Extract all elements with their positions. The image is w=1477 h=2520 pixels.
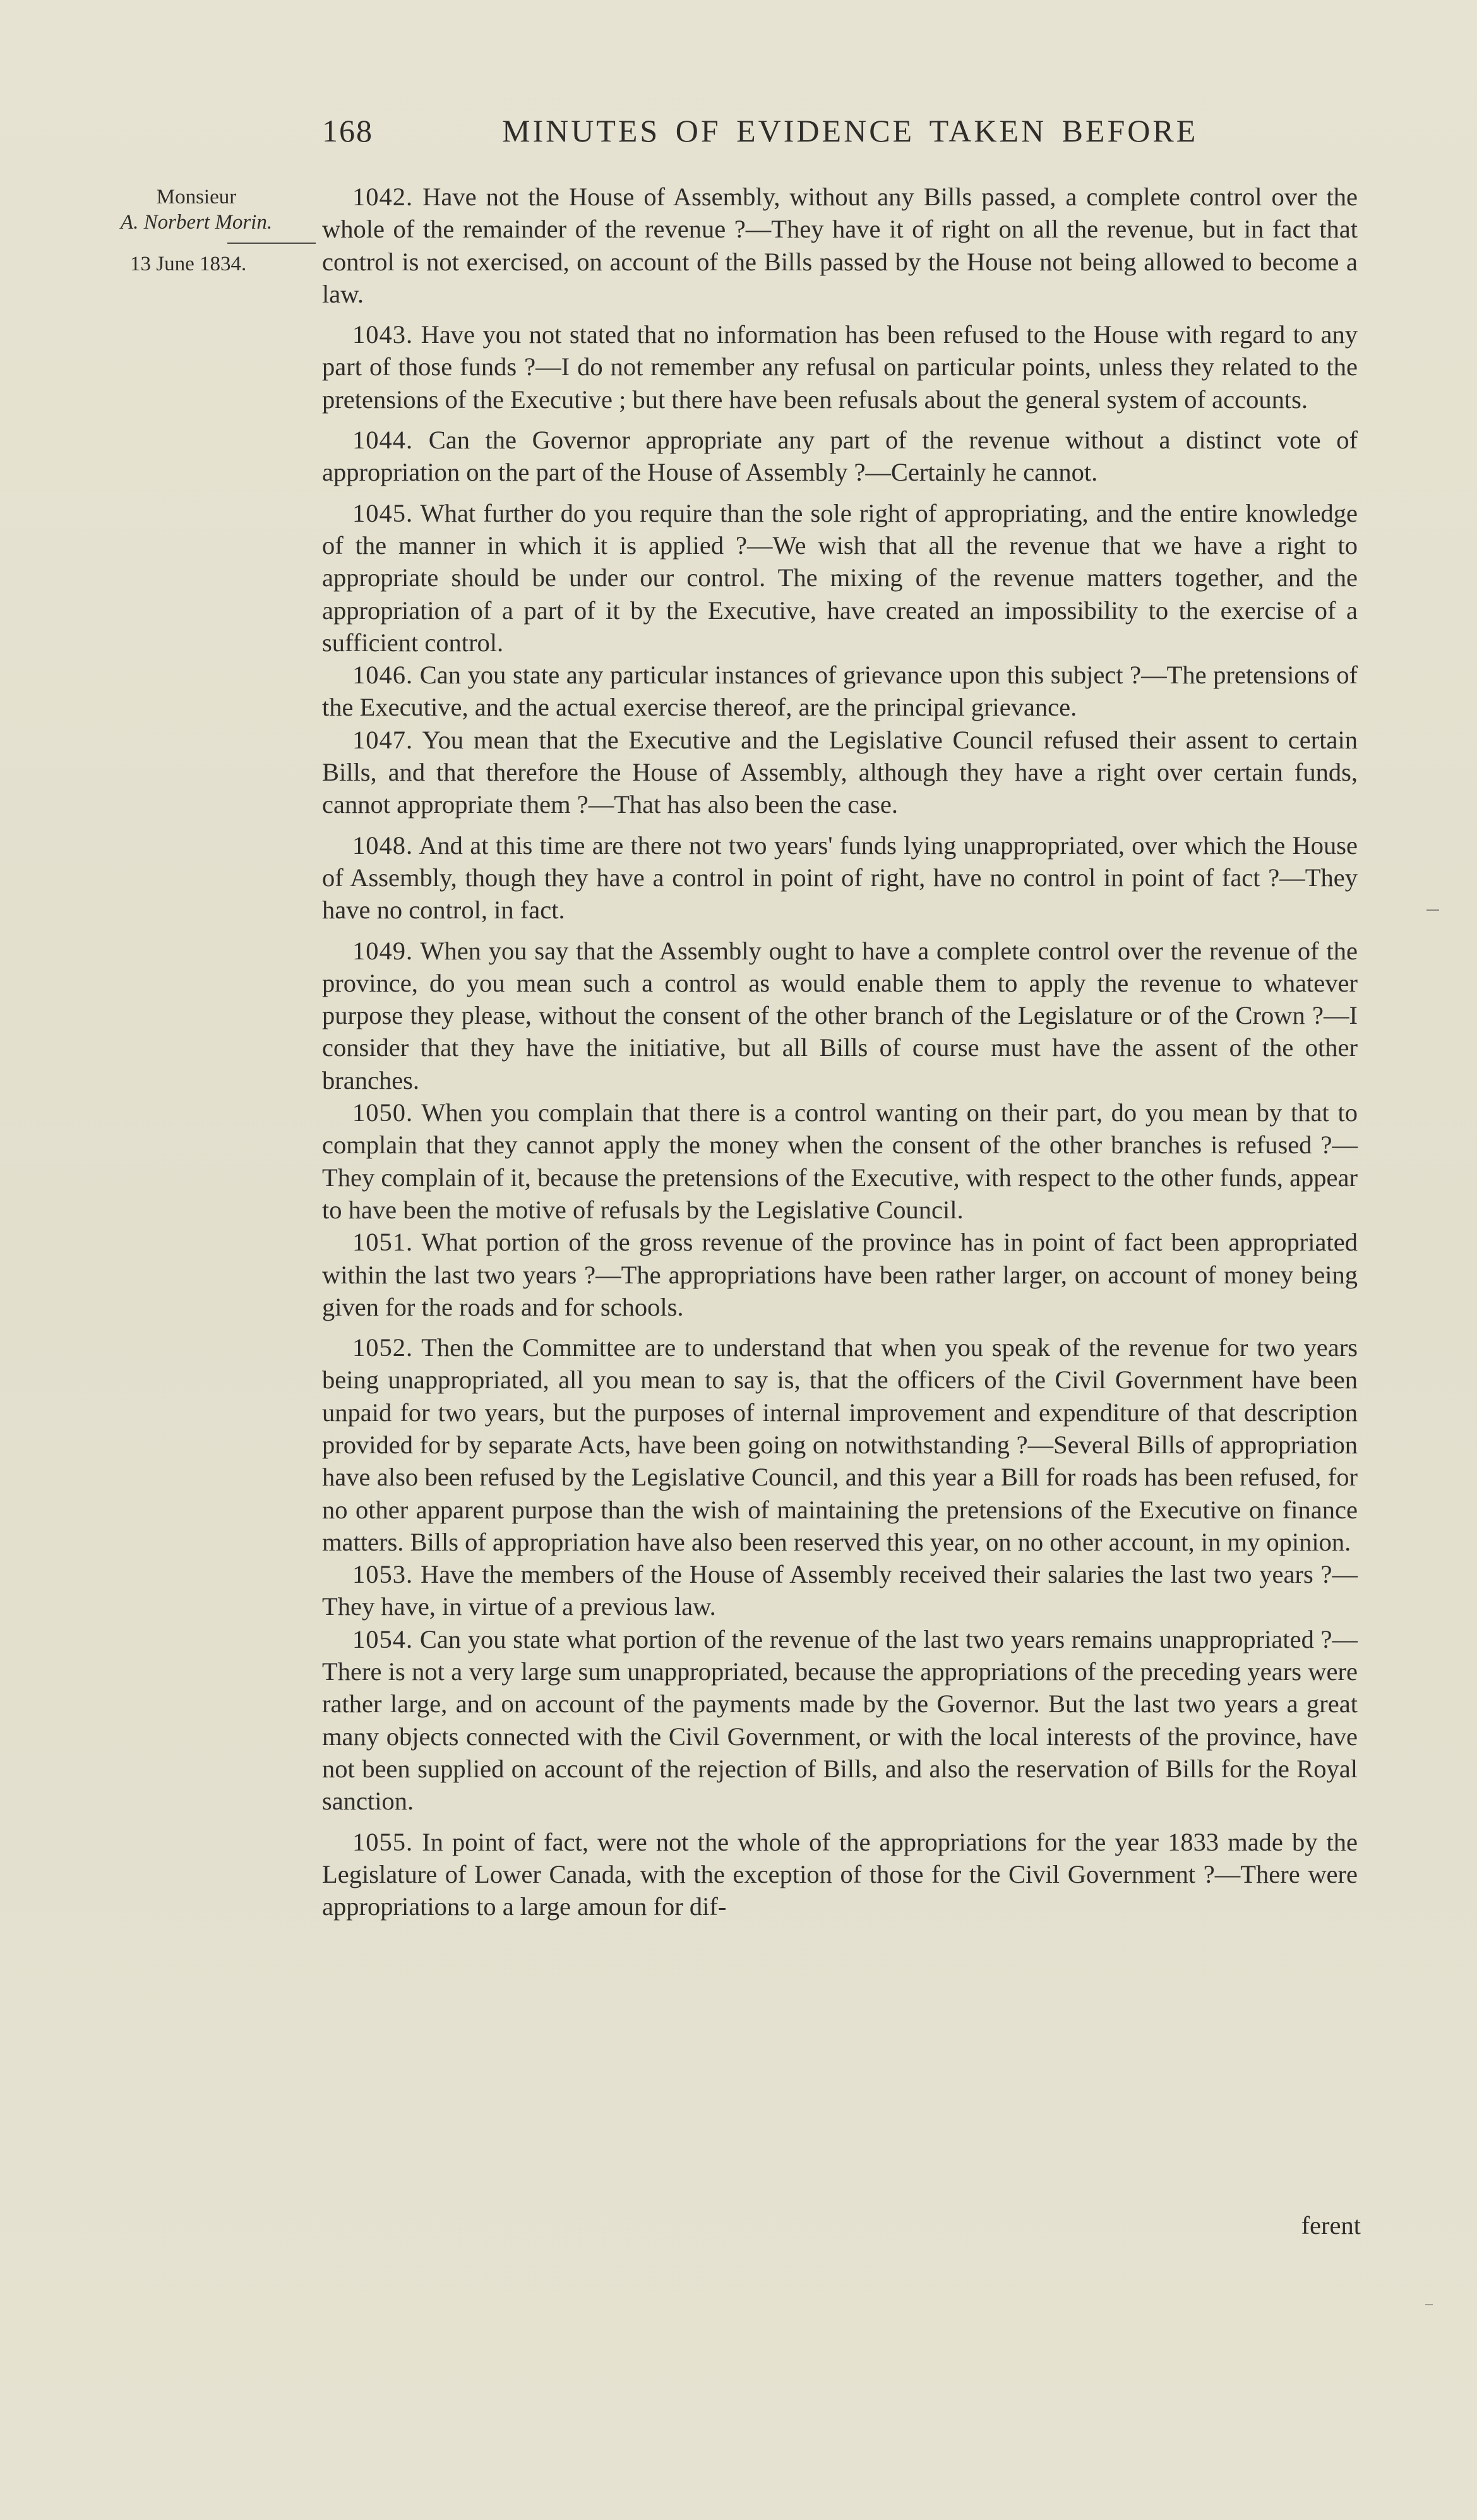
question-1045: 1045. What further do you require than the sole right of appropriating, and the entire knowledge of the manner in which it is applied ?—We wish that all the revenue that we have a right to appropriate should be under our control. The mixing of the revenue matters together, and the appropriation of a part of it by the Executive, have created an impossibility to the exercise of a sufficient control. xyxy=(322,498,1358,657)
question-1054: 1054. Can you state what portion of the revenue of the last two years remains unappropriated ?—There is not a very large sum unappropriated, because the appropriations of the preceding years were rather large, and on account of the payments made by the Governor. But the last two years a great many objects connected with the Civil Government, or with the local interests of the province, have not been supplied on account of the rejection of Bills, and also the reservation of Bills for the Royal sanction. xyxy=(322,1624,1358,1816)
witness-sidenote xyxy=(95,184,298,277)
catchword: ferent xyxy=(1301,2211,1361,2240)
question-1048: 1048. And at this time are there not two years' funds lying unappropriated, over which the House of Assembly, though they have a control in point of right, have no control in point of fact ?—They have no control, in fact. xyxy=(322,831,1358,925)
page-title: MINUTES OF EVIDENCE TAKEN BEFORE xyxy=(502,113,1199,148)
question-1042: 1042. Have not the House of Assembly, without any Bills passed, a complete control over the whole of the remainder of the revenue ?—They have it of right on all the revenue, but in fact that control is not exercised, on account of the Bills passed by the House not being allowed to become a law. xyxy=(322,183,1358,308)
question-1044: 1044. Can the Governor appropriate any part of the revenue without a distinct vote of appropriation on the part of the House of Assembly ?—Certainly he cannot. xyxy=(322,426,1358,487)
margin-mark xyxy=(1425,2304,1433,2305)
question-1046: 1046. Can you state any particular instances of grievance upon this subject ?—The pretensions of the Executive, and the actual exercise thereof, are the principal grievance. xyxy=(322,661,1358,722)
question-1043: 1043. Have you not stated that no information has been refused to the House with regard to any part of those funds ?—I do not remember any refusal on particular points, unless they related to the pretensions of the Executive ; but there have been refusals about the general system of accounts. xyxy=(322,320,1358,414)
sidenote-divider xyxy=(227,243,316,244)
question-1053: 1053. Have the members of the House of Assembly received their salaries the last two years ?—They have, in virtue of a previous law. xyxy=(322,1560,1358,1621)
question-1050: 1050. When you complain that there is a control wanting on their part, do you mean by that to complain that they cannot apply the money when the consent of the other branches is refused ?—They complain of it, because the pretensions of the Executive, with respect to the other funds, appear to have been the motive of refusals by the Legislative Council. xyxy=(322,1098,1358,1224)
page-number: 168 xyxy=(322,113,373,148)
question-1051: 1051. What portion of the gross revenue of the province has in point of fact been appropriated within the last two years ?—The appropriations have been rather larger, on account of money being given for the roads and for schools. xyxy=(322,1228,1358,1321)
testimony-date: 13 June 1834. xyxy=(130,253,247,275)
witness-title: Monsieur xyxy=(156,186,237,208)
question-1047: 1047. You mean that the Executive and the Legislative Council refused their assent to certain Bills, and that therefore the House of Assembly, although they have a right over certain funds, cannot appropriate them ?—That has also been the case. xyxy=(322,725,1358,819)
question-1055: 1055. In point of fact, were not the whole of the appropriations for the year 1833 made by the Legislature of Lower Canada, with the exception of those for the Civil Government ?—There were appropriations to a large amoun for dif- xyxy=(322,1827,1358,1921)
evidence-body xyxy=(322,181,1358,1931)
witness-name: A. Norbert Morin. xyxy=(120,211,273,234)
question-1049: 1049. When you say that the Assembly ought to have a complete control over the revenue of the province, do you mean such a control as would enable them to apply the revenue to whatever purpose they please, without the consent of the other branch of the Legislature or of the Crown ?—I consider that they have the initiative, but all Bills of course must have the assent of the other branches. xyxy=(322,936,1358,1095)
question-1052: 1052. Then the Committee are to understand that when you speak of the revenue for two years being unappropriated, all you mean to say is, that the officers of the Civil Government have been unpaid for two years, but the purposes of internal improvement and expenditure of that description provided for by separate Acts, have been going on notwithstanding ?—Several Bills of appropriation have also been refused by the Legislative Council, and this year a Bill for roads has been refused, for no other apparent purpose than the wish of maintaining the pretensions of the Executive on finance matters. Bills of appropriation have also been reserved this year, on no other account, in my opinion. xyxy=(322,1333,1358,1556)
margin-mark xyxy=(1426,909,1439,911)
